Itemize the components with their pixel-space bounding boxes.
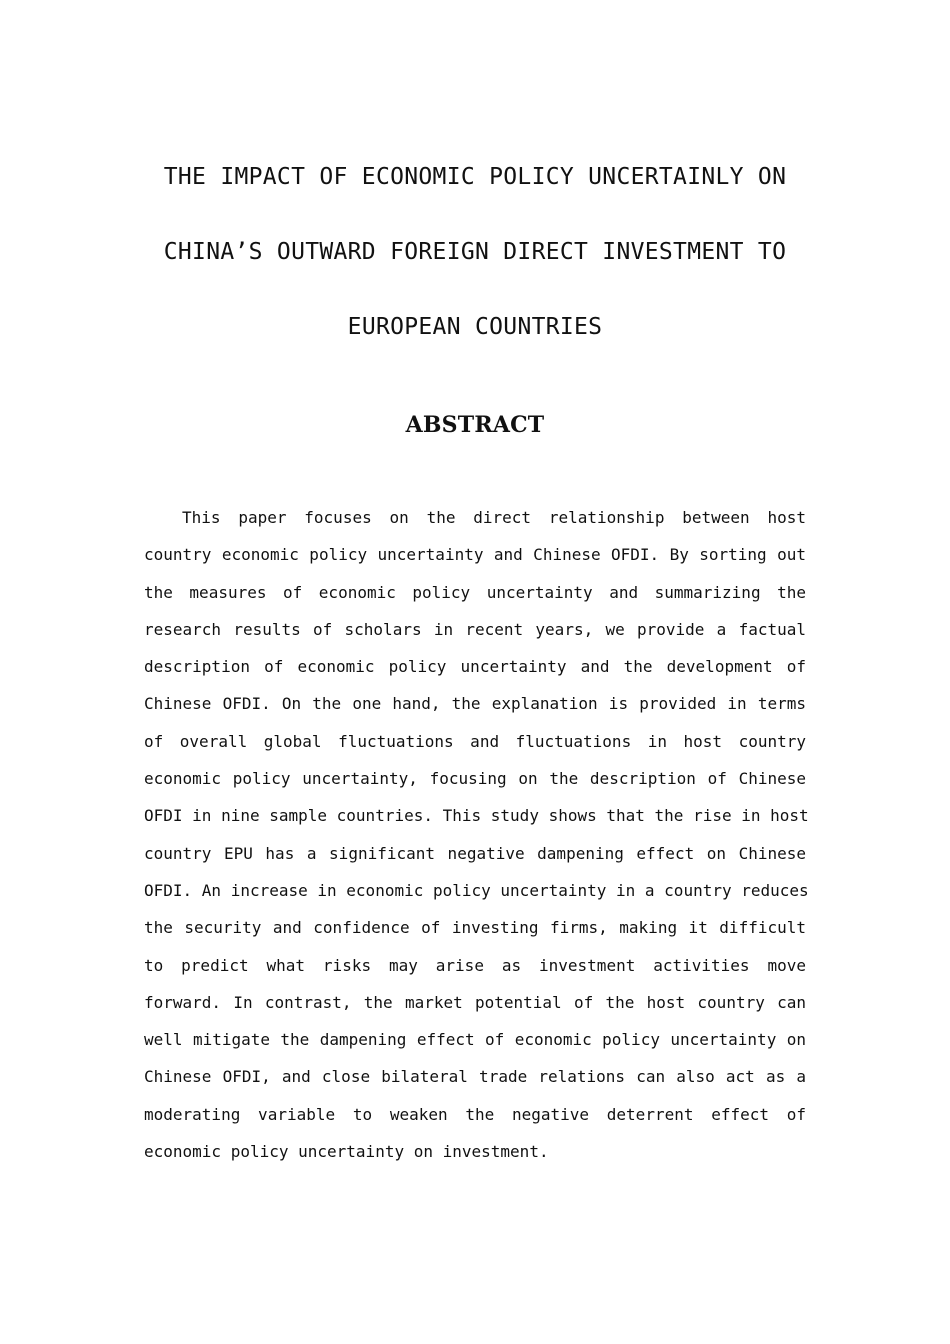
abstract-heading: ABSTRACT — [405, 412, 545, 438]
abstract-line: country economic policy uncertainty and Chinese OFDI. By sorting out — [144, 545, 806, 565]
abstract-line: moderating variable to weaken the negative deterrent effect of — [144, 1104, 806, 1124]
abstract-line: research results of scholars in recent years, we provide a factual — [144, 619, 806, 639]
title-line: CHINA’S OUTWARD FOREIGN DIRECT INVESTMENT TO — [163, 239, 787, 265]
abstract-line: well mitigate the dampening effect of economic policy uncertainty on — [144, 1030, 806, 1050]
title-line: THE IMPACT OF ECONOMIC POLICY UNCERTAINLY ON — [163, 164, 787, 190]
abstract-line: economic policy uncertainty, focusing on the description of Chinese — [144, 769, 806, 789]
abstract-line: description of economic policy uncertainty and the development of — [144, 657, 806, 677]
abstract-line: of overall global fluctuations and fluctuations in host country — [144, 731, 806, 751]
abstract-line: Chinese OFDI, and close bilateral trade relations can also act as a — [144, 1067, 806, 1087]
abstract-line: This paper focuses on the direct relationship between host — [182, 508, 806, 527]
title-line: EUROPEAN COUNTRIES — [347, 314, 603, 340]
abstract-line: country EPU has a significant negative dampening effect on Chinese — [144, 843, 806, 863]
abstract-body — [144, 499, 809, 1170]
abstract-line: economic policy uncertainty on investment. — [144, 1142, 549, 1162]
abstract-line: OFDI. An increase in economic policy uncertainty in a country reduces — [144, 880, 809, 900]
abstract-line: the measures of economic policy uncertainty and summarizing the — [144, 582, 806, 602]
abstract-line: Chinese OFDI. On the one hand, the explanation is provided in terms — [144, 694, 806, 714]
abstract-line: the security and confidence of investing firms, making it difficult — [144, 918, 806, 938]
abstract-line: OFDI in nine sample countries. This study shows that the rise in host — [144, 806, 809, 826]
abstract-line: to predict what risks may arise as investment activities move — [144, 955, 806, 975]
paper-title — [120, 140, 830, 365]
abstract-line: forward. In contrast, the market potential of the host country can — [144, 992, 806, 1012]
